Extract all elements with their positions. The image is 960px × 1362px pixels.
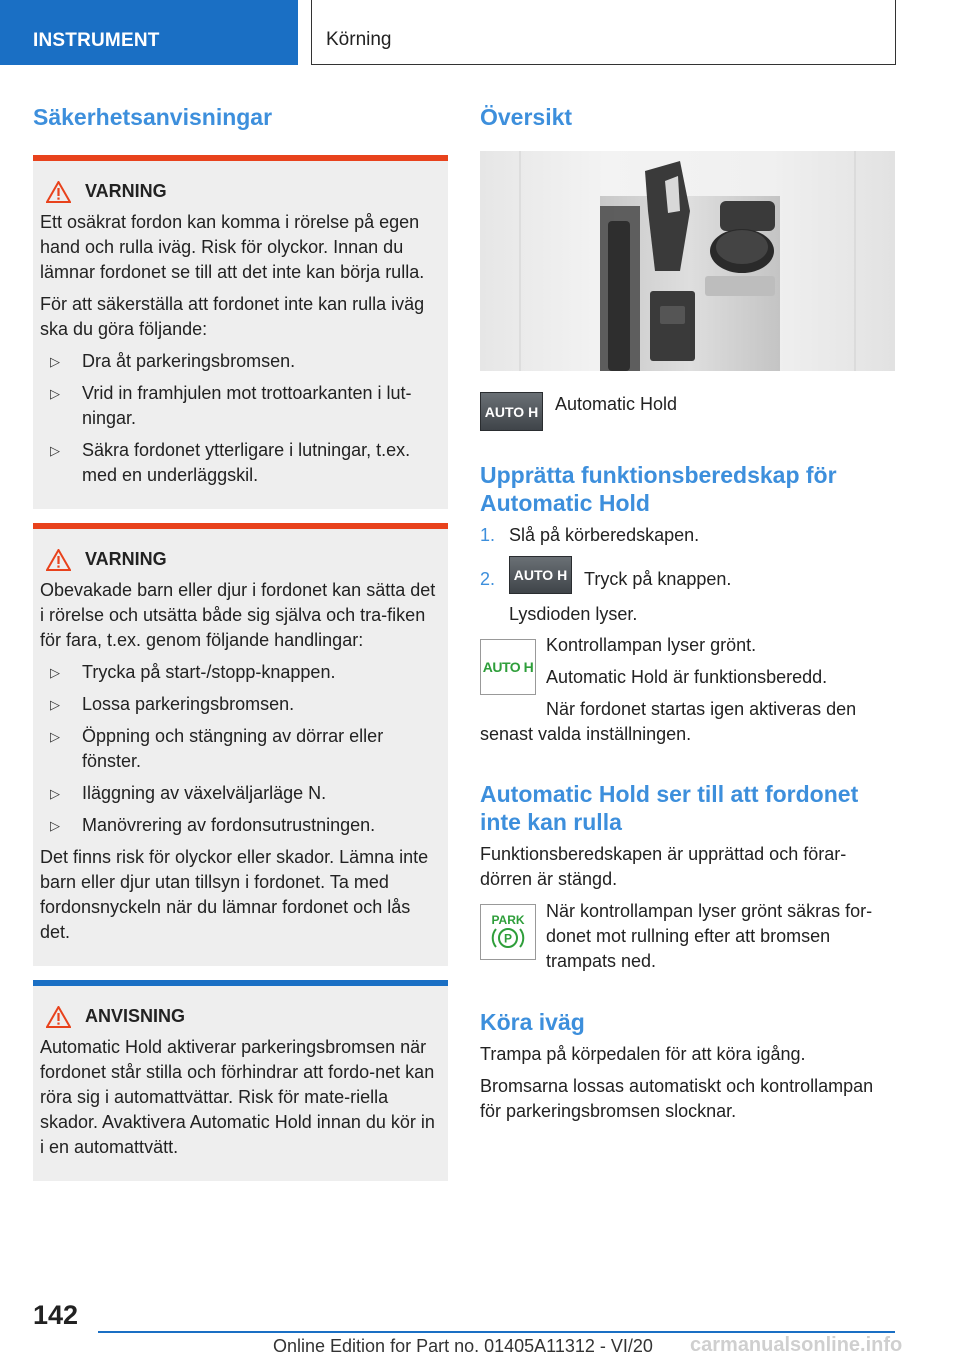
list-item: ▷ Dra åt parkeringsbromsen. [40, 349, 440, 374]
center-console-illustration [480, 151, 895, 371]
triangle-bullet-icon: ▷ [50, 665, 60, 680]
warning-icon [46, 549, 71, 571]
list-item: ▷ Lossa parkeringsbromsen. [40, 692, 440, 717]
step-2 [480, 556, 896, 594]
section-title: Automatic Hold ser till att fordonet inte kan rulla [480, 781, 859, 835]
notice-box [33, 980, 448, 1181]
warning-text: Det finns risk för olyckor eller skador. Lämna inte barn eller djur utan tillsyn i fordonet. Ta med fordonsnyckeln när du lämnar fordonet och lås det. [40, 847, 429, 942]
list-item: ▷ Trycka på start-/stopp-knappen. [40, 660, 440, 685]
edition-text: Online Edition for Part no. 01405A11312 - VI/20 [273, 1336, 653, 1356]
triangle-bullet-icon: ▷ [50, 354, 60, 369]
auto-hold-label: Automatic Hold [555, 394, 678, 414]
right-column [480, 103, 896, 1124]
footer-rule [98, 1331, 895, 1333]
steps-list [480, 523, 896, 627]
led-text: Lysdioden lyser. [509, 604, 638, 624]
notice-heading-text: ANVISNING [85, 1006, 186, 1026]
warning-icon [46, 181, 71, 203]
warning-text: Ett osäkrat fordon kan komma i rörelse på egen hand och rulla iväg. Risk för olyckor. Innan du lämnar fordonet se till att det inte kan börja rulla. [40, 212, 425, 282]
watermark: carmanualsonline.info [690, 1334, 903, 1356]
section-title: Upprätta funktionsberedskap för Automatic Hold [480, 462, 837, 516]
paragraph: Funktionsberedskapen är upprättad och förar-dörren är stängd. [480, 844, 847, 889]
triangle-bullet-icon: ▷ [50, 443, 60, 458]
warning-box-1 [33, 155, 448, 509]
warning-list [40, 660, 440, 838]
page-number: 142 [33, 1300, 79, 1330]
notice-text: Automatic Hold aktiverar parkeringsbromsen när fordonet står stilla och förhindrar att fordo-net kan röra sig i automattvättar. Risk för mate-riella skador. Avaktivera Automatic Hold innan du kör in i en automattvätt. [40, 1037, 435, 1157]
center-console-photo [480, 151, 895, 371]
list-item: ▷ Iläggning av växelväljarläge N. [40, 781, 440, 806]
section-title: Köra iväg [480, 1009, 585, 1035]
warning-heading [40, 547, 440, 572]
notice-heading [40, 1004, 440, 1029]
indicator-text: Kontrollampan lyser grönt. Automatic Hold är funktionsberedd. [546, 635, 828, 687]
indicator-note: När fordonet startas igen aktiveras den senast valda inställningen. [480, 699, 857, 744]
auto-hold-button[interactable]: AUTO H [480, 392, 543, 431]
triangle-bullet-icon: ▷ [50, 729, 60, 744]
step-1 [480, 523, 896, 548]
step-number: 2. [480, 569, 496, 589]
triangle-bullet-icon: ▷ [50, 786, 60, 801]
auto-hold-legend [480, 392, 896, 431]
paragraph: Bromsarna lossas automatiskt och kontrollampan för parkeringsbromsen slocknar. [480, 1076, 874, 1121]
warning-icon [46, 1006, 71, 1028]
triangle-bullet-icon: ▷ [50, 818, 60, 833]
section-tab: INSTRUMENT [0, 0, 298, 65]
warning-text: Obevakade barn eller djur i fordonet kan sätta det i rörelse och utsätta både sig själva och tra-fiken för fara, t.ex. genom följande handlingar: [40, 580, 436, 650]
chapter-title: Körning [311, 0, 896, 65]
list-item: ▷ Säkra fordonet ytterligare i lutningar, t.ex. med en underläggskil. [40, 438, 440, 488]
list-item: ▷ Manövrering av fordonsutrustningen. [40, 813, 440, 838]
warning-heading-text: VARNING [85, 181, 167, 201]
warning-box-2 [33, 523, 448, 966]
warning-list [40, 349, 440, 488]
left-column [33, 103, 448, 1181]
warning-heading-text: VARNING [85, 549, 167, 569]
step-text: Tryck på knappen. [584, 569, 732, 589]
list-item: ▷ Vrid in framhjulen mot trottoarkanten i lut-ningar. [40, 381, 440, 431]
safety-title: Säkerhetsanvisningar [33, 104, 273, 130]
svg-text:P: P [503, 931, 513, 946]
overview-title: Översikt [480, 104, 573, 130]
park-indicator-row [480, 901, 896, 974]
paragraph: När kontrollampan lyser grönt säkras for-donet mot rullning efter att bromsen trampats ned. [546, 901, 873, 971]
park-brake-icon [490, 926, 526, 950]
park-indicator-icon: PARK P [480, 904, 536, 960]
list-item: ▷ Öppning och stängning av dörrar eller fönster. [40, 724, 440, 774]
indicator-row [480, 635, 896, 697]
triangle-bullet-icon: ▷ [50, 386, 60, 401]
auto-hold-indicator-icon: AUTO H [480, 639, 536, 695]
warning-heading [40, 179, 440, 204]
paragraph: Trampa på körpedalen för att köra igång. [480, 1044, 806, 1064]
warning-text: För att säkerställa att fordonet inte kan rulla iväg ska du göra följande: [40, 294, 425, 339]
triangle-bullet-icon: ▷ [50, 697, 60, 712]
step-number: 1. [480, 525, 496, 545]
auto-hold-button[interactable]: AUTO H [509, 556, 572, 594]
step-text: Slå på körberedskapen. [509, 525, 700, 545]
